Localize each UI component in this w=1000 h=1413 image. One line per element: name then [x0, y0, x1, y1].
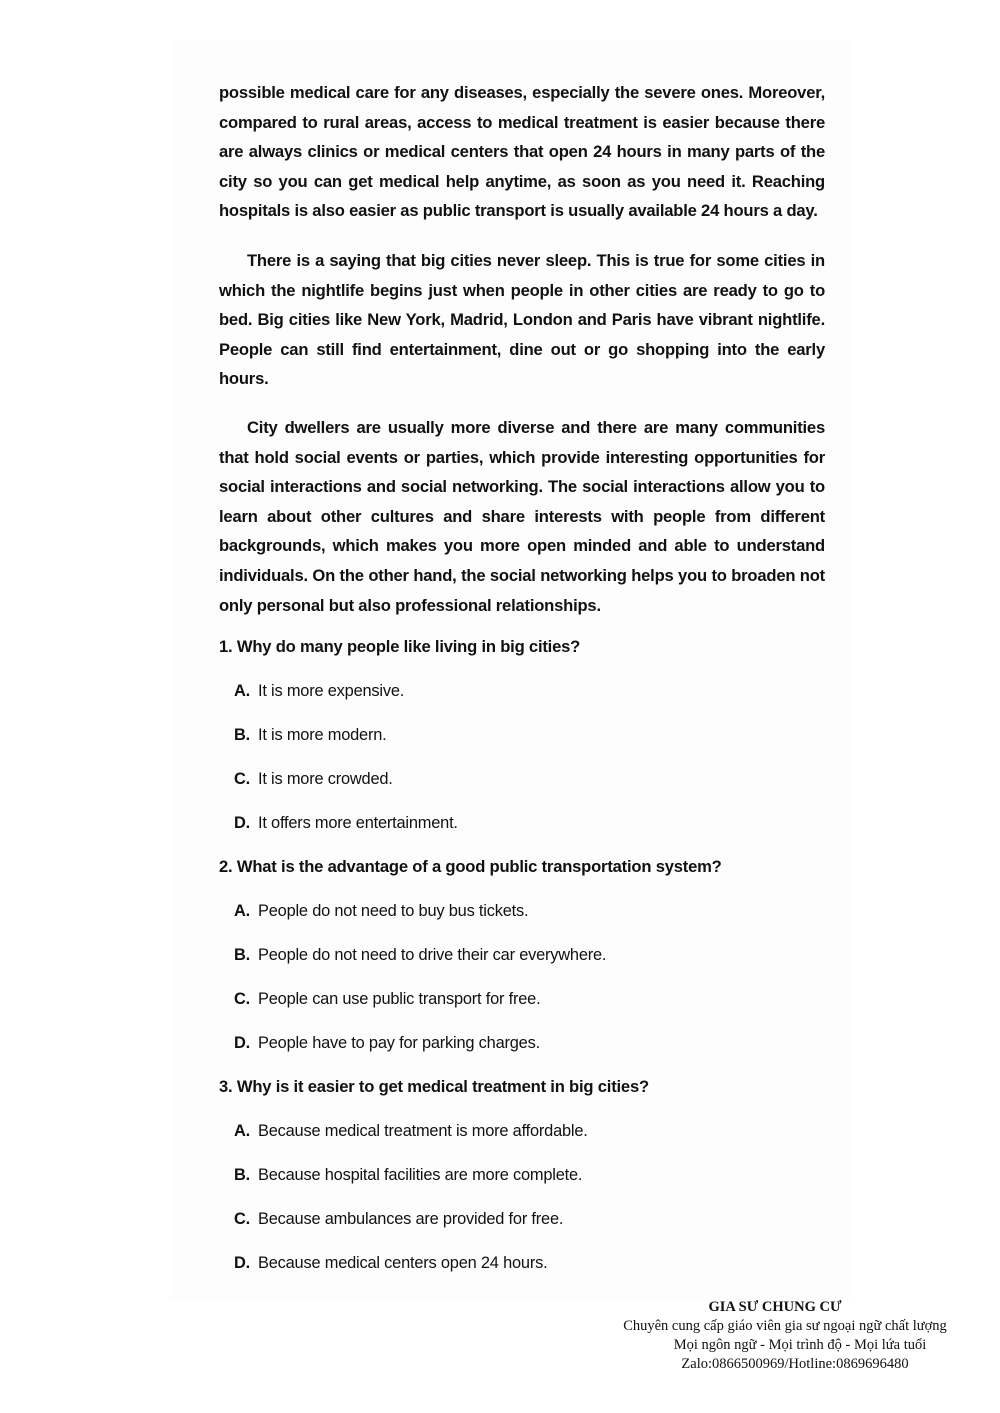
- option-letter: B.: [234, 1166, 250, 1185]
- question-3-options: [219, 1116, 825, 1278]
- option-a[interactable]: [219, 896, 825, 926]
- passage-paragraph-3: City dwellers are usually more diverse and there are many communities that hold social events or parties, which provide interesting opportunities for social interactions and social networking. The social interactions allow you to learn about other cultures and share interests with people from different backgrounds, which makes you more open minded and able to understand individuals. On the other hand, the social networking helps you to broaden not only personal but also professional relationships.: [219, 417, 825, 615]
- option-c[interactable]: [219, 984, 825, 1014]
- option-b[interactable]: [219, 940, 825, 970]
- option-letter: C.: [234, 990, 250, 1009]
- question-3: [219, 1072, 825, 1278]
- option-c[interactable]: [219, 764, 825, 794]
- option-text: It is more expensive.: [258, 682, 405, 701]
- option-text: Because ambulances are provided for free.: [258, 1210, 564, 1229]
- footer-brand: GIA SƯ CHUNG CƯ: [708, 1299, 842, 1315]
- question-number: 1.: [219, 637, 233, 657]
- question-1-prompt: [219, 632, 825, 662]
- option-d[interactable]: [219, 1248, 825, 1278]
- option-letter: D.: [234, 1254, 250, 1273]
- question-text: Why do many people like living in big cities?: [236, 637, 581, 657]
- option-c[interactable]: [219, 1204, 825, 1234]
- question-number: 2.: [219, 857, 233, 877]
- option-text: People do not need to drive their car everywhere.: [258, 946, 607, 965]
- option-a[interactable]: [219, 1116, 825, 1146]
- option-text: People have to pay for parking charges.: [258, 1034, 540, 1053]
- footer-contact: Zalo:0866500969/Hotline:0869696480: [681, 1356, 909, 1372]
- option-text: It offers more entertainment.: [258, 814, 458, 833]
- option-letter: B.: [234, 946, 250, 965]
- option-text: Because medical centers open 24 hours.: [258, 1254, 548, 1273]
- footer-levels: Mọi ngôn ngữ - Mọi trình độ - Mọi lứa tuổi: [673, 1337, 927, 1353]
- option-letter: A.: [234, 682, 250, 701]
- footer-tagline: Chuyên cung cấp giáo viên gia sư ngoại ngữ chất lượng: [623, 1318, 947, 1334]
- question-2-options: [219, 896, 825, 1058]
- option-letter: D.: [234, 1034, 250, 1053]
- option-letter: A.: [234, 1122, 250, 1141]
- option-letter: C.: [234, 770, 250, 789]
- question-text: Why is it easier to get medical treatment in big cities?: [236, 1077, 649, 1097]
- document-content: [219, 78, 825, 1292]
- question-text: What is the advantage of a good public transportation system?: [236, 857, 722, 877]
- option-text: Because hospital facilities are more complete.: [258, 1166, 583, 1185]
- option-d[interactable]: [219, 1028, 825, 1058]
- passage-paragraph-2: There is a saying that big cities never sleep. This is true for some cities in which the nightlife begins just when people in other cities are ready to go to bed. Big cities like New York, Madrid, London and Paris have vibrant nightlife. People can still find entertainment, dine out or go shopping into the early hours.: [219, 250, 825, 389]
- option-a[interactable]: [219, 676, 825, 706]
- option-text: People can use public transport for free.: [258, 990, 541, 1009]
- option-letter: A.: [234, 902, 250, 921]
- option-b[interactable]: [219, 1160, 825, 1190]
- footer-credit: [560, 1298, 980, 1374]
- option-text: It is more modern.: [258, 726, 387, 745]
- option-text: It is more crowded.: [258, 770, 393, 789]
- option-d[interactable]: [219, 808, 825, 838]
- option-letter: D.: [234, 814, 250, 833]
- question-1: [219, 632, 825, 838]
- question-3-prompt: [219, 1072, 825, 1102]
- option-letter: B.: [234, 726, 250, 745]
- option-letter: C.: [234, 1210, 250, 1229]
- question-2: [219, 852, 825, 1058]
- option-text: Because medical treatment is more affordable.: [258, 1122, 588, 1141]
- option-b[interactable]: [219, 720, 825, 750]
- option-text: People do not need to buy bus tickets.: [258, 902, 529, 921]
- question-1-options: [219, 676, 825, 838]
- question-number: 3.: [219, 1077, 233, 1097]
- passage-paragraph-1: possible medical care for any diseases, especially the severe ones. Moreover, compared to rural areas, access to medical treatment is easier because there are always clinics or medical centers that open 24 hours in many parts of the city so you can get medical help anytime, as soon as you need it. Reaching hospitals is also easier as public transport is usually available 24 hours a day.: [219, 83, 825, 221]
- question-2-prompt: [219, 852, 825, 882]
